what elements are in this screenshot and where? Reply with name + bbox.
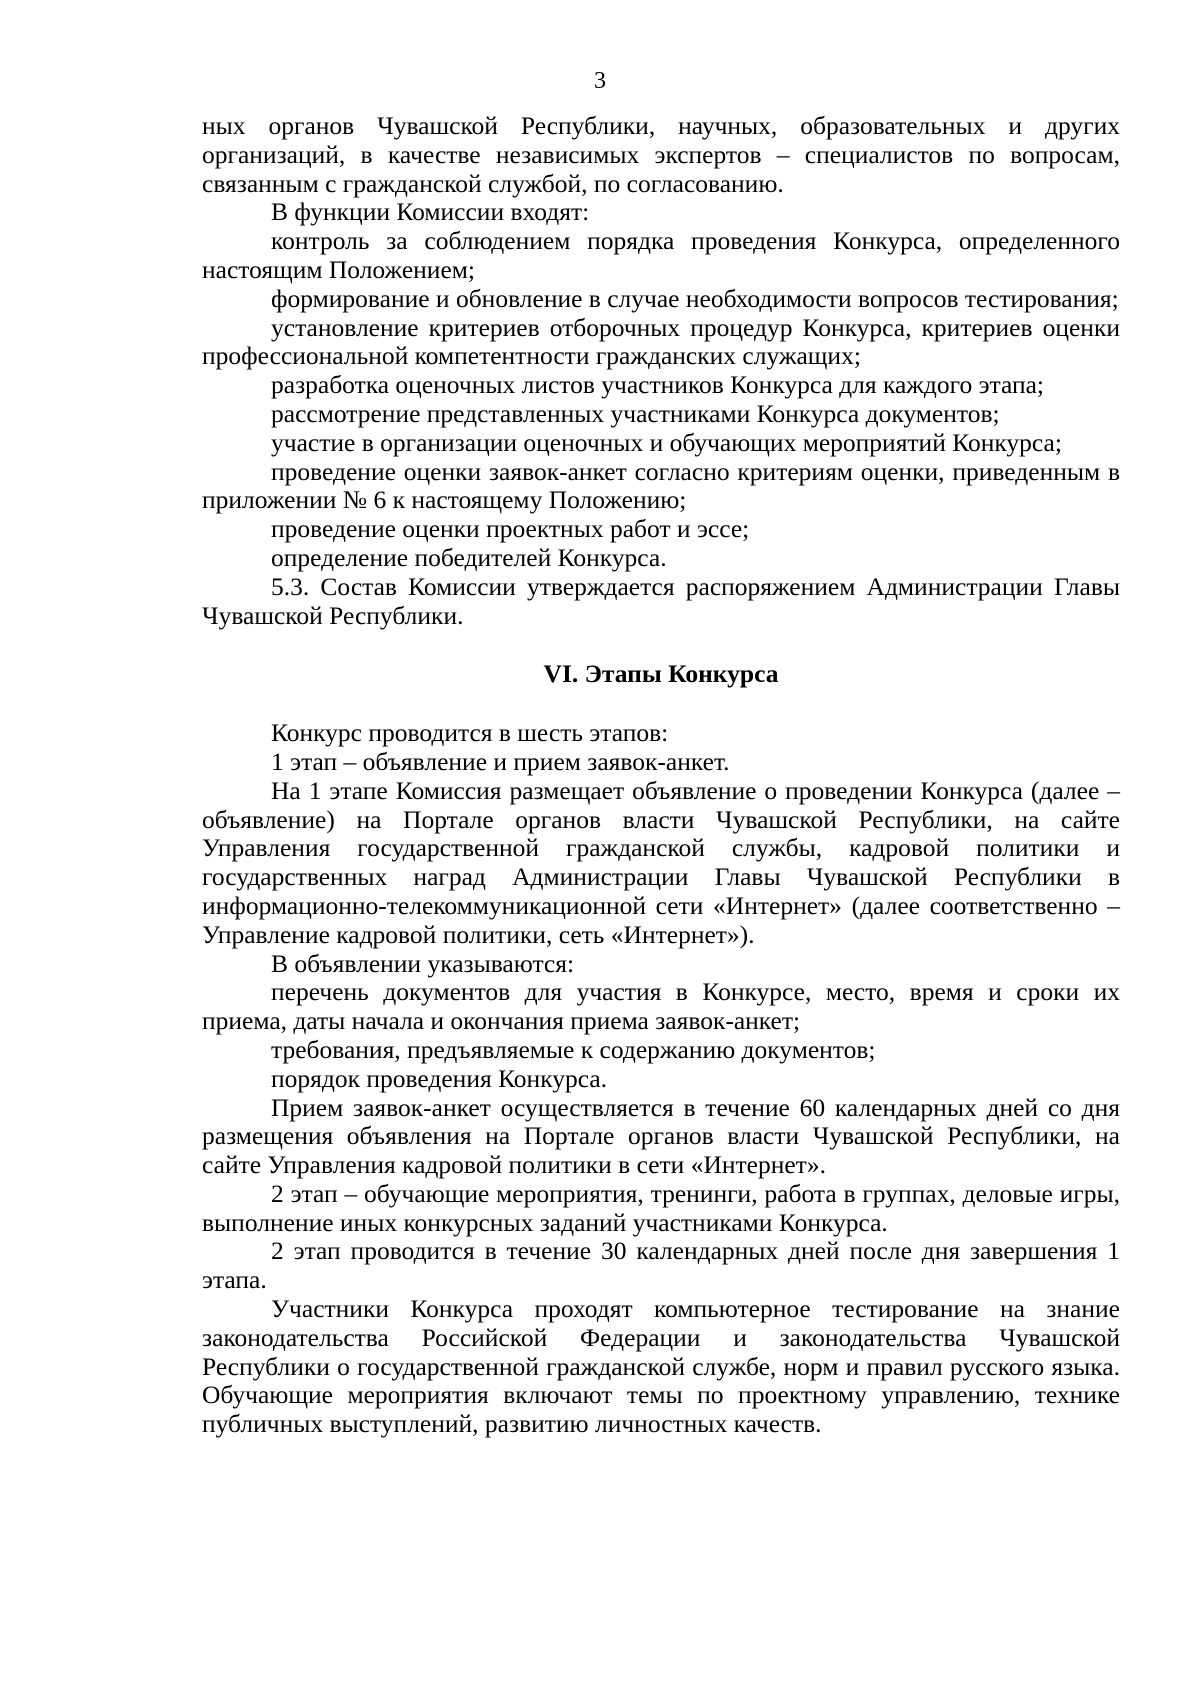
paragraph: ных органов Чувашской Республики, научных, образовательных и других организаций, в качестве независимых экспертов – специалистов по вопросам, связанным с гражданской службой, по согласованию. xyxy=(202,111,1120,198)
paragraph: Участники Конкурса проходят компьютерное тестирование на знание законодательства Российской Федерации и законодательства Чувашской Республики о государственной гражданской службе, норм и правил русского языка. Обучающие мероприятия включают темы по проектному управлению, технике публичных выступлений, развитию личностных качеств. xyxy=(202,1294,1120,1439)
paragraph: требования, предъявляемые к содержанию документов; xyxy=(271,1034,876,1064)
paragraph: формирование и обновление в случае необходимости вопросов тестирования; xyxy=(271,283,1119,313)
paragraph: Прием заявок-анкет осуществляется в течение 60 календарных дней со дня размещения объявления на Портале органов власти Чувашской Республики, на сайте Управления кадровой политики в сети «Интернет». xyxy=(202,1092,1120,1180)
paragraph: участие в организации оценочных и обучающих мероприятий Конкурса; xyxy=(271,427,1062,457)
paragraph: проведение оценки проектных работ и эссе; xyxy=(271,514,750,544)
paragraph: определение победителей Конкурса. xyxy=(271,542,667,572)
paragraph: 1 этап – объявление и прием заявок-анкет. xyxy=(271,746,730,776)
paragraph: проведение оценки заявок-анкет согласно критериям оценки, приведенным в приложении № 6 к настоящему Положению; xyxy=(202,456,1120,515)
paragraph: Конкурс проводится в шесть этапов: xyxy=(271,718,669,748)
paragraph: В функции Комиссии входят: xyxy=(271,197,590,227)
paragraph: 5.3. Состав Комиссии утверждается распоряжением Администрации Главы Чувашской Республики. xyxy=(202,571,1120,630)
section-heading: VI. Этапы Конкурса xyxy=(543,659,779,689)
paragraph: На 1 этапе Комиссия размещает объявление о проведении Конкурса (далее – объявление) на Портале органов власти Чувашской Республики, на сайте Управления государственной гражданской службы, кадровой политики и государственных наград Администрации Главы Чувашской Республики в информационно-телекоммуникационной сети «Интернет» (далее соответственно – Управление кадровой политики, сеть «Интернет»). xyxy=(202,775,1120,949)
paragraph: В объявлении указываются: xyxy=(271,948,575,978)
paragraph: установление критериев отборочных процедур Конкурса, критериев оценки профессиональной компетентности гражданских служащих; xyxy=(202,312,1120,371)
paragraph: порядок проведения Конкурса. xyxy=(271,1063,608,1093)
paragraph: перечень документов для участия в Конкурсе, место, время и сроки их приема, даты начала и окончания приема заявок-анкет; xyxy=(202,977,1120,1036)
page-number: 3 xyxy=(594,68,606,94)
paragraph: контроль за соблюдением порядка проведения Конкурса, определенного настоящим Положением; xyxy=(202,226,1120,284)
paragraph: разработка оценочных листов участников Конкурса для каждого этапа; xyxy=(271,370,1045,400)
paragraph: 2 этап – обучающие мероприятия, тренинги, работа в группах, деловые игры, выполнение иных конкурсных заданий участниками Конкурса. xyxy=(202,1178,1120,1237)
paragraph: рассмотрение представленных участниками Конкурса документов; xyxy=(271,398,1000,428)
paragraph: 2 этап проводится в течение 30 календарных дней после дня завершения 1 этапа. xyxy=(202,1236,1120,1295)
document-body xyxy=(202,112,1120,1439)
